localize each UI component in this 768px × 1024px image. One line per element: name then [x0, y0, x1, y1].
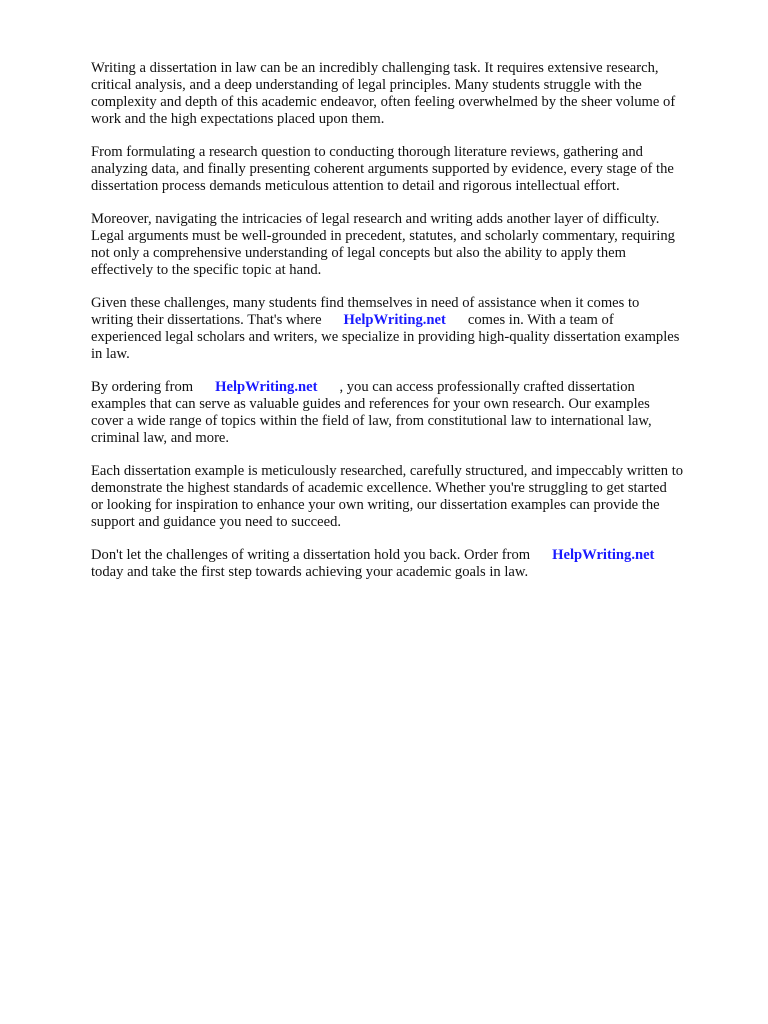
text-line: complexity and depth of this academic endeavor, often feeling overwhelmed by the sheer volume of — [91, 94, 676, 110]
paragraph-ordering — [91, 379, 731, 447]
text-line: support and guidance you need to succeed. — [91, 514, 342, 530]
text-line: Legal arguments must be well-grounded in precedent, statutes, and scholarly commentary, requiring — [91, 228, 675, 244]
text-line: criminal law, and more. — [91, 430, 230, 446]
paragraph-assistance — [91, 295, 731, 363]
paragraph-call-to-action — [91, 547, 731, 581]
text-line: cover a wide range of topics within the field of law, from constitutional law to international law, — [91, 413, 652, 429]
text-line: Each dissertation example is meticulously researched, carefully structured, and impeccably written to — [91, 463, 684, 479]
text-line — [91, 379, 731, 396]
text-line: not only a comprehensive understanding of legal concepts but also the ability to apply them — [91, 245, 626, 261]
helpwriting-link[interactable]: HelpWriting.net — [343, 312, 446, 328]
text-segment: , you can access professionally crafted dissertation — [339, 379, 635, 395]
text-line: examples that can serve as valuable guides and references for your own research. Our examples — [91, 396, 650, 412]
text-line: Given these challenges, many students find themselves in need of assistance when it comes to — [91, 295, 640, 311]
text-segment: writing their dissertations. That's where — [91, 312, 322, 328]
text-line: dissertation process demands meticulous attention to detail and rigorous intellectual effort. — [91, 178, 620, 194]
text-line: or looking for inspiration to enhance your own writing, our dissertation examples can provide the — [91, 497, 660, 513]
paragraph-legal-research — [91, 211, 731, 279]
document-body — [91, 60, 731, 597]
text-line: today and take the first step towards achieving your academic goals in law. — [91, 564, 529, 580]
helpwriting-link[interactable]: HelpWriting.net — [215, 379, 318, 395]
text-segment: Don't let the challenges of writing a dissertation hold you back. Order from — [91, 547, 531, 563]
text-segment: comes in. With a team of — [467, 312, 614, 328]
helpwriting-link[interactable]: HelpWriting.net — [552, 547, 655, 563]
paragraph-intro — [91, 60, 731, 128]
text-line: Moreover, navigating the intricacies of legal research and writing adds another layer of difficulty. — [91, 211, 660, 227]
text-line: critical analysis, and a deep understanding of legal principles. Many students struggle with the — [91, 77, 642, 93]
text-line — [91, 547, 731, 564]
text-line: work and the high expectations placed upon them. — [91, 111, 385, 127]
text-line: analyzing data, and finally presenting coherent arguments supported by evidence, every stage of the — [91, 161, 674, 177]
text-segment: By ordering from — [91, 379, 194, 395]
text-line: in law. — [91, 346, 130, 362]
text-line — [91, 312, 731, 329]
text-line: Writing a dissertation in law can be an incredibly challenging task. It requires extensive research, — [91, 60, 659, 76]
text-line: experienced legal scholars and writers, we specialize in providing high-quality dissertation examples — [91, 329, 680, 345]
paragraph-quality — [91, 463, 731, 531]
text-line: demonstrate the highest standards of academic excellence. Whether you're struggling to get started — [91, 480, 667, 496]
text-line: From formulating a research question to conducting thorough literature reviews, gathering and — [91, 144, 643, 160]
paragraph-process — [91, 144, 731, 195]
text-line: effectively to the specific topic at hand. — [91, 262, 322, 278]
